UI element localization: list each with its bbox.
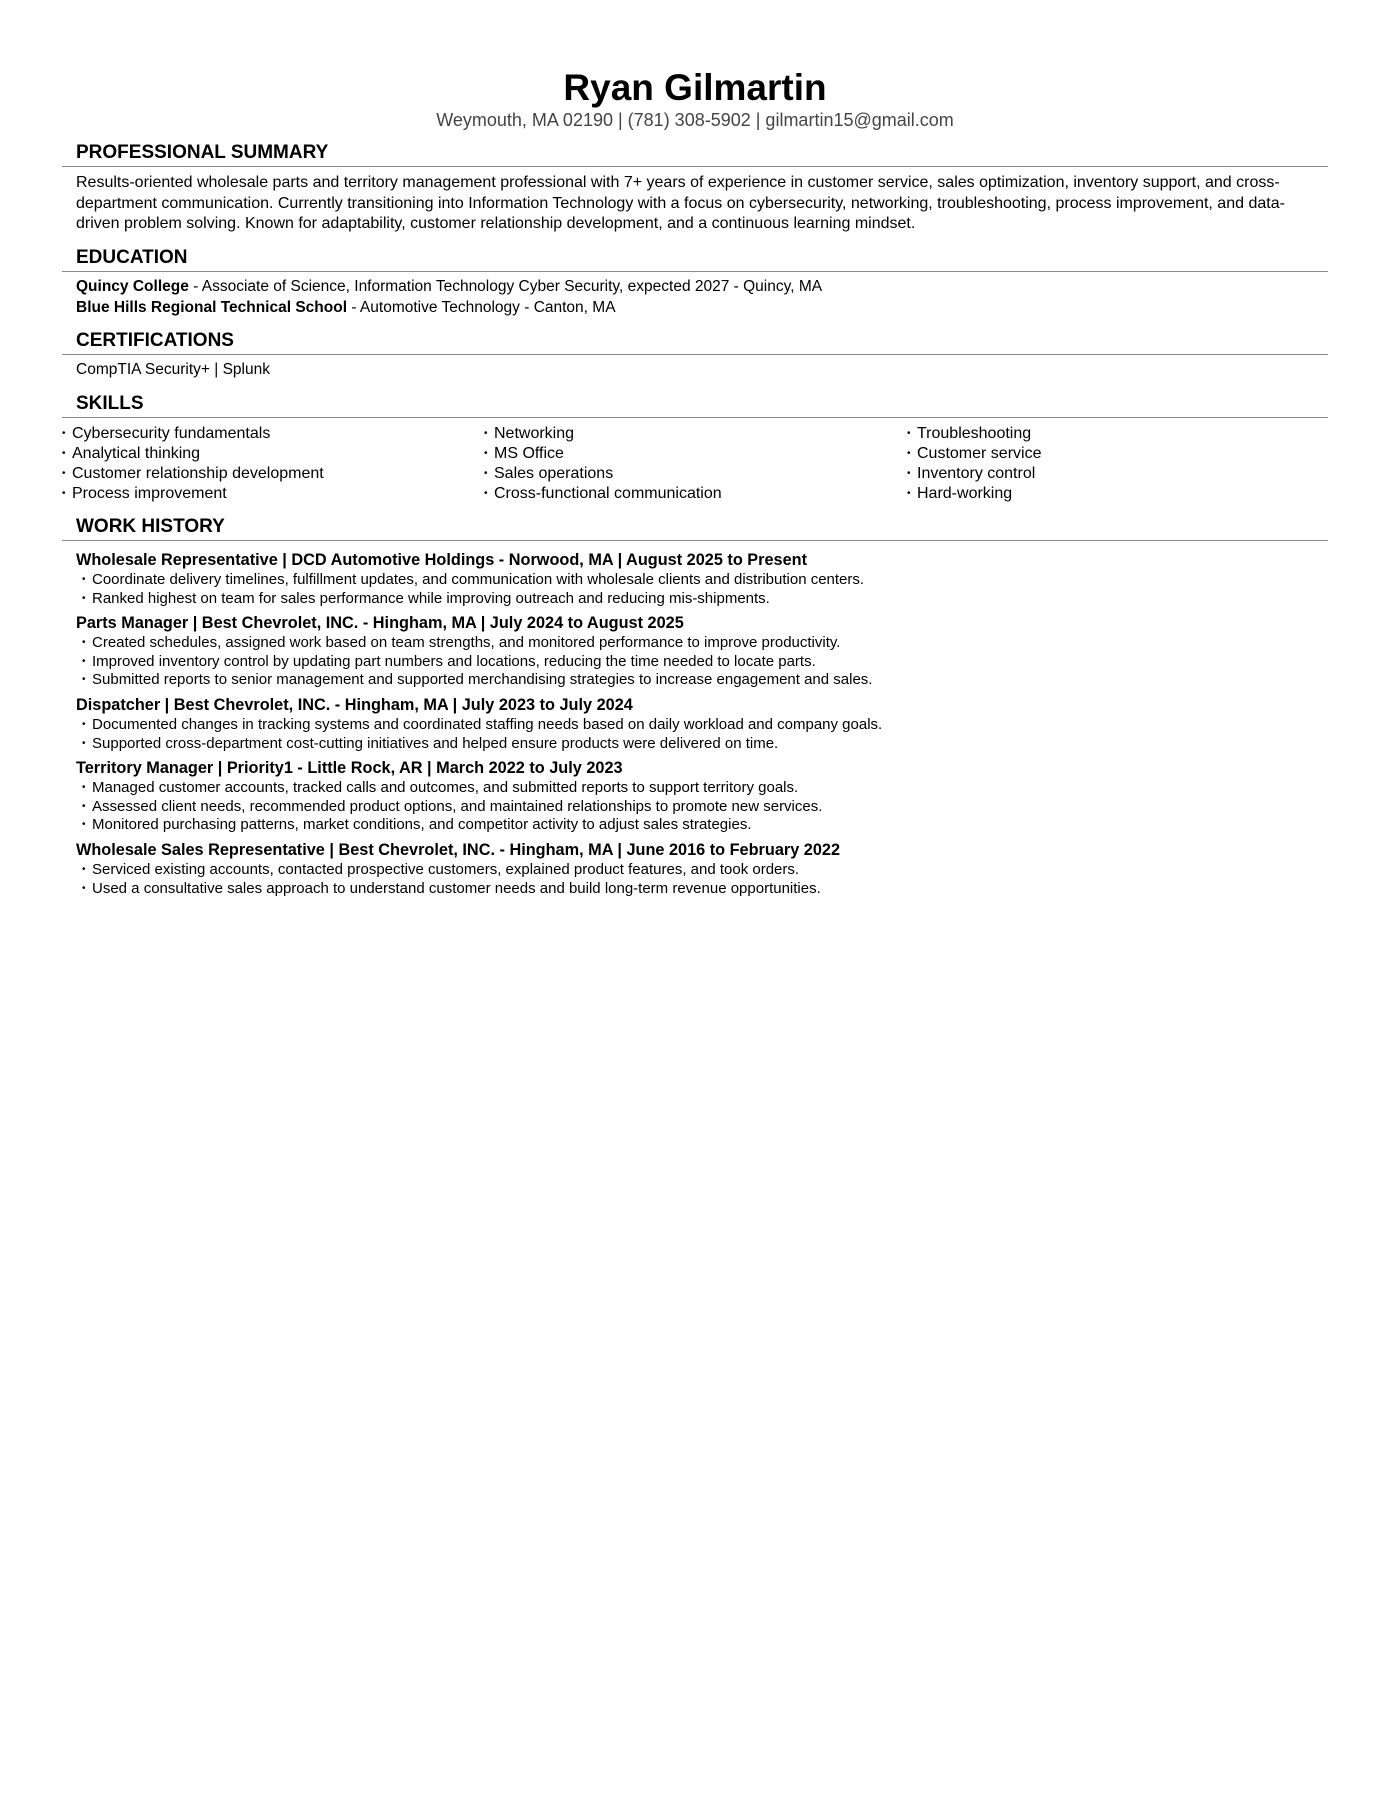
work-history-section [62, 515, 1328, 898]
summary-heading: PROFESSIONAL SUMMARY [62, 141, 1328, 167]
bullet-icon: • [907, 488, 911, 499]
bullet-icon: • [82, 655, 86, 667]
job-bullet: • Managed customer accounts, tracked calls and outcomes, and submitted reports to support territory goals. [82, 779, 799, 797]
education-item [62, 298, 1328, 319]
education-detail: - Automotive Technology - Canton, MA [347, 298, 616, 316]
skill-item: • Cross-functional communication [484, 485, 722, 502]
bullet-icon: • [484, 428, 488, 439]
bullet-icon: • [82, 674, 86, 686]
bullet-icon: • [907, 448, 911, 459]
bullet-icon: • [82, 800, 86, 812]
bullet-icon: • [484, 488, 488, 499]
job-bullet: • Assessed client needs, recommended product options, and maintained relationships to promote new services. [82, 797, 823, 815]
bullet-icon: • [82, 782, 86, 794]
bullet-icon: • [82, 592, 86, 604]
bullet-icon: • [82, 637, 86, 649]
job-bullet: • Submitted reports to senior management and supported merchandising strategies to increase engagement and sales. [82, 671, 873, 689]
bullet-icon: • [907, 428, 911, 439]
job-heading: Wholesale Representative | DCD Automotive Holdings - Norwood, MA | August 2025 to Present [76, 551, 808, 569]
summary-text: Results-oriented wholesale parts and territory management professional with 7+ years of experience in customer service, sales optimization, inventory support, and cross-department communication. Currently transitioning into Information Technology with a focus on cybersecurity, networking, troubleshooting, process improvement, and data-driven problem solving. Known for adaptability, customer relationship development, and a continuous learning mindset. [76, 174, 1285, 232]
job-entry [62, 695, 1328, 753]
skill-item: • MS Office [484, 445, 564, 462]
education-section [62, 246, 1328, 318]
job-bullet: • Improved inventory control by updating part numbers and locations, reducing the time needed to locate parts. [82, 652, 816, 670]
certifications-text: CompTIA Security+ | Splunk [76, 361, 270, 378]
job-entry [62, 613, 1328, 690]
bullet-icon: • [82, 819, 86, 831]
bullet-icon: • [62, 448, 66, 459]
job-bullet: • Monitored purchasing patterns, market conditions, and competitor activity to adjust sales strategies. [82, 816, 752, 834]
education-item [62, 277, 1328, 298]
job-bullet: • Serviced existing accounts, contacted prospective customers, explained product features, and took orders. [82, 860, 800, 878]
skills-heading: SKILLS [62, 392, 1328, 418]
job-bullet: • Documented changes in tracking systems and coordinated staffing needs based on daily workload and company goals. [82, 715, 883, 733]
bullet-icon: • [62, 468, 66, 479]
bullet-icon: • [82, 863, 86, 875]
summary-section [62, 141, 1328, 235]
bullet-icon: • [82, 718, 86, 730]
skills-grid [62, 424, 1328, 504]
skill-item: • Troubleshooting [907, 425, 1032, 442]
job-entry [62, 840, 1328, 898]
job-bullet: • Supported cross-department cost-cutting initiatives and helped ensure products were delivered on time. [82, 734, 779, 752]
contact-line: Weymouth, MA 02190 | (781) 308-5902 | gilmartin15@gmail.com [436, 110, 954, 130]
job-bullet: • Created schedules, assigned work based on team strengths, and monitored performance to improve productivity. [82, 634, 841, 652]
bullet-icon: • [484, 468, 488, 479]
bullet-icon: • [82, 882, 86, 894]
job-bullet: • Coordinate delivery timelines, fulfillment updates, and communication with wholesale clients and distribution centers. [82, 571, 865, 588]
certifications-section [62, 329, 1328, 381]
job-entry [62, 550, 1328, 608]
bullet-icon: • [62, 428, 66, 439]
job-heading: Wholesale Sales Representative | Best Chevrolet, INC. - Hingham, MA | June 2016 to February 2022 [76, 840, 841, 859]
skill-item: • Networking [484, 425, 575, 442]
bullet-icon: • [82, 574, 86, 585]
work-history-heading: WORK HISTORY [62, 515, 1328, 541]
job-bullet: • Ranked highest on team for sales performance while improving outreach and reducing mis-shipments. [82, 589, 770, 607]
education-detail: - Associate of Science, Information Technology Cyber Security, expected 2027 - Quincy, MA [188, 278, 823, 295]
job-heading: Territory Manager | Priority1 - Little Rock, AR | March 2022 to July 2023 [76, 759, 623, 778]
job-entry [62, 758, 1328, 835]
bullet-icon: • [62, 488, 66, 499]
skill-item: • Hard-working [907, 485, 1013, 502]
skill-item: • Sales operations [484, 465, 614, 482]
education-school: Quincy College [76, 278, 189, 295]
skill-item: • Process improvement [62, 485, 227, 502]
skill-item: • Analytical thinking [62, 445, 201, 462]
skill-item: • Inventory control [907, 465, 1036, 482]
certifications-heading: CERTIFICATIONS [62, 329, 1328, 355]
skills-section [62, 392, 1328, 504]
skill-item: • Customer relationship development [62, 465, 324, 482]
skill-item: • Cybersecurity fundamentals [62, 425, 271, 442]
job-heading: Dispatcher | Best Chevrolet, INC. - Hingham, MA | July 2023 to July 2024 [76, 695, 633, 714]
skill-item: • Customer service [907, 445, 1042, 462]
education-school: Blue Hills Regional Technical School [76, 298, 348, 316]
resume-name: Ryan Gilmartin [563, 67, 827, 108]
bullet-icon: • [82, 737, 86, 749]
job-bullet: • Used a consultative sales approach to understand customer needs and build long-term revenue opportunities. [82, 879, 821, 897]
education-heading: EDUCATION [62, 246, 1328, 272]
job-heading: Parts Manager | Best Chevrolet, INC. - Hingham, MA | July 2024 to August 2025 [76, 614, 684, 633]
bullet-icon: • [907, 468, 911, 479]
bullet-icon: • [484, 448, 488, 459]
